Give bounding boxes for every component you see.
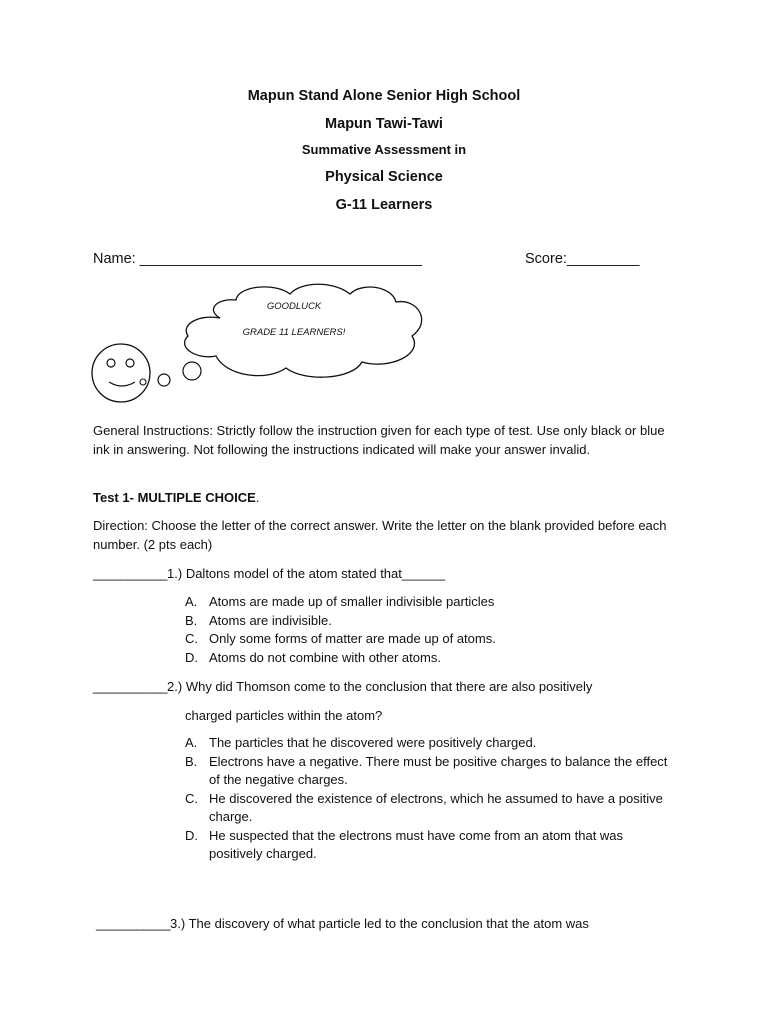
general-instructions: General Instructions: Strictly follow the instruction given for each type of test. Use only black or blue ink in answering. Not following the instructions indicated will make your answer invalid. bbox=[93, 423, 665, 457]
name-field[interactable]: Name: ___________________________________ bbox=[93, 251, 422, 267]
option-letter: C. bbox=[185, 790, 198, 806]
option-2b bbox=[185, 753, 675, 790]
option-1a bbox=[185, 593, 675, 612]
option-letter: C. bbox=[185, 631, 198, 646]
answer-blank-1[interactable]: ___________ bbox=[93, 566, 168, 581]
option-text: Only some forms of matter are made up of atoms. bbox=[209, 631, 496, 646]
option-2d bbox=[185, 827, 675, 864]
thought-dot-small bbox=[158, 374, 170, 386]
question-2-options bbox=[185, 734, 675, 864]
option-letter: B. bbox=[185, 753, 198, 769]
thought-dot-large bbox=[183, 362, 201, 380]
smiley-thought-drawing bbox=[80, 278, 440, 408]
question-1-options bbox=[185, 593, 675, 667]
option-text: Electrons have a negative. There must be positive charges to balance the effect of the negative charges. bbox=[209, 753, 668, 787]
test1-title-suffix: . bbox=[255, 490, 260, 505]
test1-label: Test 1- bbox=[93, 490, 138, 505]
option-text: The particles that he discovered were positively charged. bbox=[209, 735, 537, 750]
option-text: Atoms do not combine with other atoms. bbox=[209, 649, 441, 665]
test1-title: MULTIPLE CHOICE bbox=[137, 490, 256, 505]
question-1-text: 1.) Daltons model of the atom stated that______ bbox=[167, 566, 446, 581]
question-1 bbox=[93, 564, 445, 583]
subject-title: Physical Science bbox=[325, 169, 443, 185]
option-text: He suspected that the electrons must have come from an atom that was positively charged. bbox=[209, 827, 624, 861]
answer-blank-2[interactable]: ___________ bbox=[93, 679, 168, 694]
option-text: Atoms are indivisible. bbox=[209, 612, 332, 628]
option-2c bbox=[185, 790, 675, 827]
option-2a bbox=[185, 734, 675, 753]
option-text: He discovered the existence of electrons, which he assumed to have a positive charge. bbox=[209, 790, 663, 824]
grade-level: G-11 Learners bbox=[335, 197, 433, 213]
option-letter: A. bbox=[185, 594, 198, 609]
option-letter: D. bbox=[185, 827, 198, 843]
question-2-continuation: charged particles within the atom? bbox=[185, 708, 383, 723]
school-location: Mapun Tawi-Tawi bbox=[325, 116, 443, 132]
assessment-title: Summative Assessment in bbox=[301, 142, 467, 157]
option-text: Atoms are made up of smaller indivisible particles bbox=[209, 594, 495, 609]
question-3-text: 3.) The discovery of what particle led to the conclusion that the atom was bbox=[170, 916, 589, 931]
score-field[interactable]: Score:_________ bbox=[525, 251, 640, 267]
answer-blank-3[interactable]: ___________ bbox=[96, 916, 171, 931]
smiley-face-icon bbox=[92, 344, 150, 402]
school-name: Mapun Stand Alone Senior High School bbox=[247, 88, 521, 104]
option-letter: D. bbox=[185, 649, 198, 665]
option-1c bbox=[185, 630, 675, 649]
question-3 bbox=[96, 914, 589, 933]
option-1d bbox=[185, 649, 675, 668]
bubble-text-grade: GRADE 11 LEARNERS! bbox=[242, 327, 346, 338]
bubble-text-goodluck: GOODLUCK bbox=[266, 301, 322, 312]
question-2-text: 2.) Why did Thomson come to the conclusion that there are also positively bbox=[167, 679, 593, 694]
test1-direction: Direction: Choose the letter of the correct answer. Write the letter on the blank provided before each number. (2 pts each) bbox=[93, 518, 667, 552]
option-letter: A. bbox=[185, 735, 198, 750]
option-letter: B. bbox=[185, 612, 198, 628]
option-1b bbox=[185, 612, 675, 631]
test1-heading bbox=[93, 488, 259, 507]
question-2 bbox=[93, 677, 592, 696]
